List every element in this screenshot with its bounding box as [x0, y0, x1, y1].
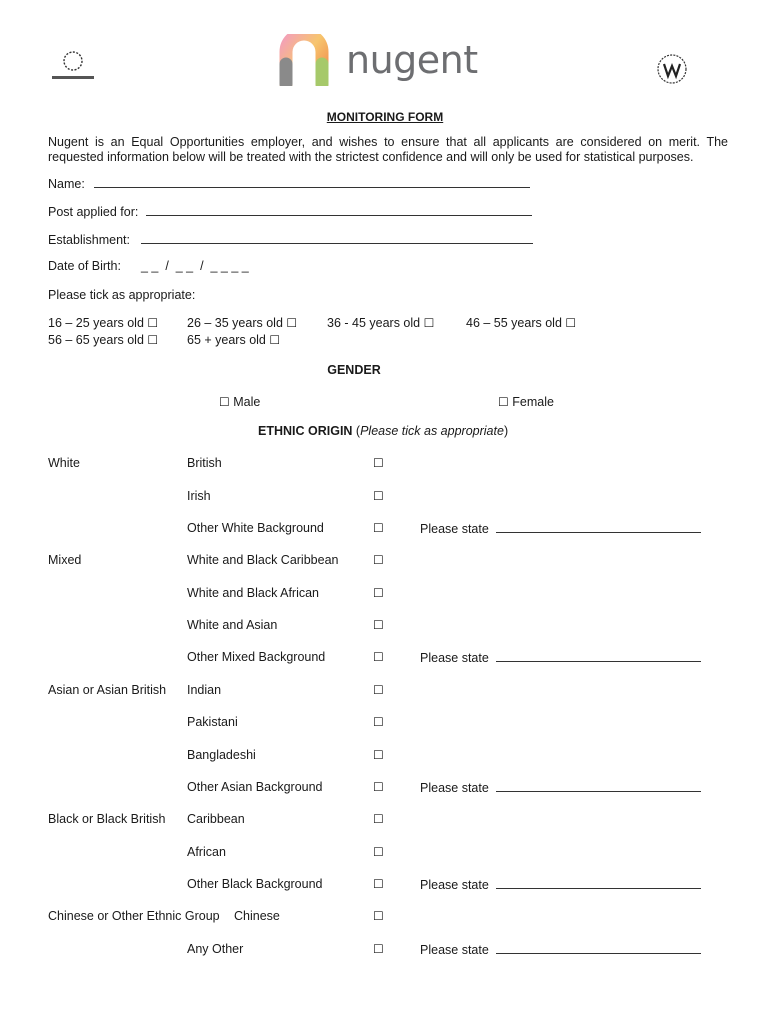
checkbox[interactable]: ☐ [373, 553, 384, 567]
checkbox[interactable]: ☐ [373, 618, 384, 632]
gender-heading: GENDER [327, 363, 381, 377]
checkbox[interactable]: ☐ [373, 748, 384, 762]
checkbox[interactable]: ☐ [373, 845, 384, 859]
age-option[interactable] [48, 333, 158, 347]
please-state-field[interactable] [496, 780, 701, 792]
right-badge-logo [652, 52, 692, 86]
please-state-row [420, 521, 701, 536]
please-state-row [420, 650, 701, 665]
age-option[interactable] [48, 316, 158, 330]
please-state-field[interactable] [496, 942, 701, 954]
group-label-asian: Asian or Asian British [48, 683, 167, 697]
ethnic-option-label: Other Black Background [187, 877, 323, 891]
checkbox[interactable]: ☐ [219, 395, 230, 409]
age-option-label: 16 – 25 years old [48, 316, 144, 330]
checkbox[interactable]: ☐ [373, 521, 384, 535]
ethnic-option-label: Chinese [234, 909, 280, 923]
ethnic-option-label: Indian [187, 683, 222, 697]
group-label-chinese: Chinese or Other Ethnic Group [48, 909, 220, 923]
ethnic-option-label: Bangladeshi [187, 748, 256, 762]
group-label-white: White [48, 456, 80, 470]
establishment-label: Establishment: [48, 233, 130, 247]
dob-label: Date of Birth: [48, 259, 121, 273]
ethnic-heading-text: ETHNIC ORIGIN [258, 424, 353, 438]
ethnic-option-label: Other Mixed Background [187, 650, 326, 664]
checkbox[interactable]: ☐ [147, 316, 159, 330]
please-state-label: Please state [420, 878, 489, 892]
checkbox[interactable]: ☐ [373, 586, 384, 600]
post-field[interactable] [146, 204, 532, 216]
name-field[interactable] [94, 176, 530, 188]
checkbox[interactable]: ☐ [373, 780, 384, 794]
age-option-label: 65 + years old [187, 333, 266, 347]
ethnic-option-label: Any Other [187, 942, 244, 956]
checkbox[interactable]: ☐ [373, 683, 384, 697]
checkbox[interactable]: ☐ [373, 909, 384, 923]
age-option[interactable] [187, 333, 280, 347]
checkbox[interactable]: ☐ [373, 650, 384, 664]
gender-female-option[interactable] [498, 395, 554, 409]
ethnic-option-label: White and Asian [187, 618, 278, 632]
establishment-field[interactable] [141, 232, 533, 244]
checkbox[interactable]: ☐ [423, 316, 435, 330]
nugent-wordmark: nugent [346, 38, 478, 82]
ethnic-option-label: Other White Background [187, 521, 324, 535]
please-state-row [420, 877, 701, 892]
ethnic-heading: ETHNIC ORIGIN (Please tick as appropriate) [258, 424, 509, 438]
please-state-field[interactable] [496, 877, 701, 889]
name-row [48, 176, 530, 191]
please-state-label: Please state [420, 522, 489, 536]
age-instruction: Please tick as appropriate: [48, 288, 196, 302]
nugent-logo [278, 34, 478, 86]
checkbox[interactable]: ☐ [147, 333, 159, 347]
checkbox[interactable]: ☐ [269, 333, 281, 347]
checkbox[interactable]: ☐ [373, 812, 384, 826]
ethnic-heading-note: Please tick as appropriate [360, 424, 504, 438]
age-option-label: 46 – 55 years old [466, 316, 562, 330]
ethnic-option-label: British [187, 456, 222, 470]
ethnic-option-label: Pakistani [187, 715, 238, 729]
left-logo [50, 48, 96, 84]
checkbox[interactable]: ☐ [565, 316, 577, 330]
group-label-black: Black or Black British [48, 812, 166, 826]
intro-paragraph: Nugent is an Equal Opportunities employer, and wishes to ensure that all applicants are considered on merit. The requested information below will be treated with the strictest confidence and will only be used for statistical purposes. [48, 135, 728, 164]
age-option[interactable] [187, 316, 297, 330]
dob-field[interactable]: _ _ / _ _ / _ _ _ _ [141, 259, 249, 273]
checkbox[interactable]: ☐ [373, 715, 384, 729]
ethnic-option-label: Other Asian Background [187, 780, 323, 794]
please-state-field[interactable] [496, 521, 701, 533]
age-option-label: 36 - 45 years old [327, 316, 421, 330]
gender-male-label: Male [233, 395, 261, 409]
name-label: Name: [48, 177, 85, 191]
please-state-label: Please state [420, 651, 489, 665]
please-state-row [420, 942, 701, 957]
age-option[interactable] [466, 316, 576, 330]
ethnic-option-label: Irish [187, 489, 211, 503]
checkbox[interactable]: ☐ [373, 489, 384, 503]
checkbox[interactable]: ☐ [373, 942, 384, 956]
age-option-label: 56 – 65 years old [48, 333, 144, 347]
checkbox[interactable]: ☐ [373, 877, 384, 891]
establishment-row [48, 232, 533, 247]
group-label-mixed: Mixed [48, 553, 82, 567]
ethnic-option-label: Caribbean [187, 812, 245, 826]
nugent-logo-mark [278, 34, 332, 86]
checkbox[interactable]: ☐ [498, 395, 509, 409]
please-state-row [420, 780, 701, 795]
ethnic-option-label: White and Black African [187, 586, 320, 600]
please-state-field[interactable] [496, 650, 701, 662]
ethnic-option-label: African [187, 845, 226, 859]
gender-female-label: Female [512, 395, 554, 409]
post-row [48, 204, 532, 219]
age-option[interactable] [327, 316, 434, 330]
checkbox[interactable]: ☐ [286, 316, 298, 330]
age-option-label: 26 – 35 years old [187, 316, 283, 330]
checkbox[interactable]: ☐ [373, 456, 384, 470]
page-title: MONITORING FORM [326, 110, 444, 124]
post-label: Post applied for: [48, 205, 139, 219]
ethnic-option-label: White and Black Caribbean [187, 553, 339, 567]
please-state-label: Please state [420, 943, 489, 957]
gender-male-option[interactable] [219, 395, 260, 409]
please-state-label: Please state [420, 781, 489, 795]
